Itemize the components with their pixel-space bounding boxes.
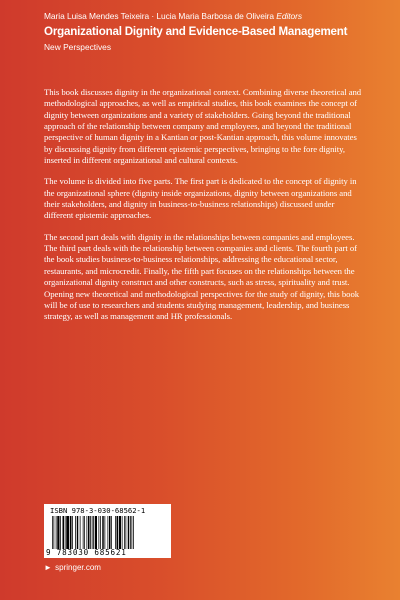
- book-title: Organizational Dignity and Evidence-Based Management: [44, 25, 348, 38]
- blurb: [44, 87, 362, 333]
- book-subtitle: New Perspectives: [44, 42, 112, 52]
- isbn-barcode: [44, 504, 171, 558]
- blurb-paragraph-2: The volume is divided into five parts. The first part is dedicated to the concept of dignity in the organizational sphere (dignity inside organizations, dignity between organizations and their stakeholders, and dignity in business-to-business relationships) discussed under different epistemic approaches.: [44, 176, 357, 221]
- right-triangle-icon: ►: [44, 563, 52, 572]
- barcode-icon: [52, 516, 164, 549]
- barcode-digits: 9 783030 685621: [46, 548, 127, 557]
- cover-header: [44, 11, 370, 53]
- blurb-paragraph-3: The second part deals with dignity in the relationships between companies and employees. The third part deals with the relationship between companies and clients. The fourth part of the book studies business-to-business relationships, addressing the educational sector, restaurants, and microcredit. Finally, the fifth part focuses on the relationships between the organizational dignity construct and other constructs, such as stress, spirituality and trust. Opening new theoretical and methodological perspectives for the study of dignity, this book will be of use to researchers and students studying management, leadership, and business strategy, as well as management and HR professionals.: [44, 231, 360, 322]
- publisher-link-text: springer.com: [55, 563, 101, 572]
- blurb-paragraph-1: This book discusses dignity in the organizational context. Combining diverse theoretical and methodological approaches, as well as empirical studies, this book examines the concept of dignity between organizations and a variety of stakeholders. Going beyond the traditional approach of the relationship between company and employees, and beyond the traditional perspective of human dignity in a Kantian or post-Kantian approach, this volume innovates by discussing dignity from different epistemic perspectives, bringing to the fore dignity, inserted in different organizational and cultural contexts.: [44, 87, 362, 166]
- editors-line: [44, 11, 370, 22]
- isbn-number: ISBN 978-3-030-68562-1: [50, 506, 146, 515]
- publisher-link[interactable]: [44, 563, 101, 573]
- editors-names: Maria Luisa Mendes Teixeira · Lucia Maria Barbosa de Oliveira: [44, 11, 275, 21]
- editors-label: Editors: [276, 11, 303, 21]
